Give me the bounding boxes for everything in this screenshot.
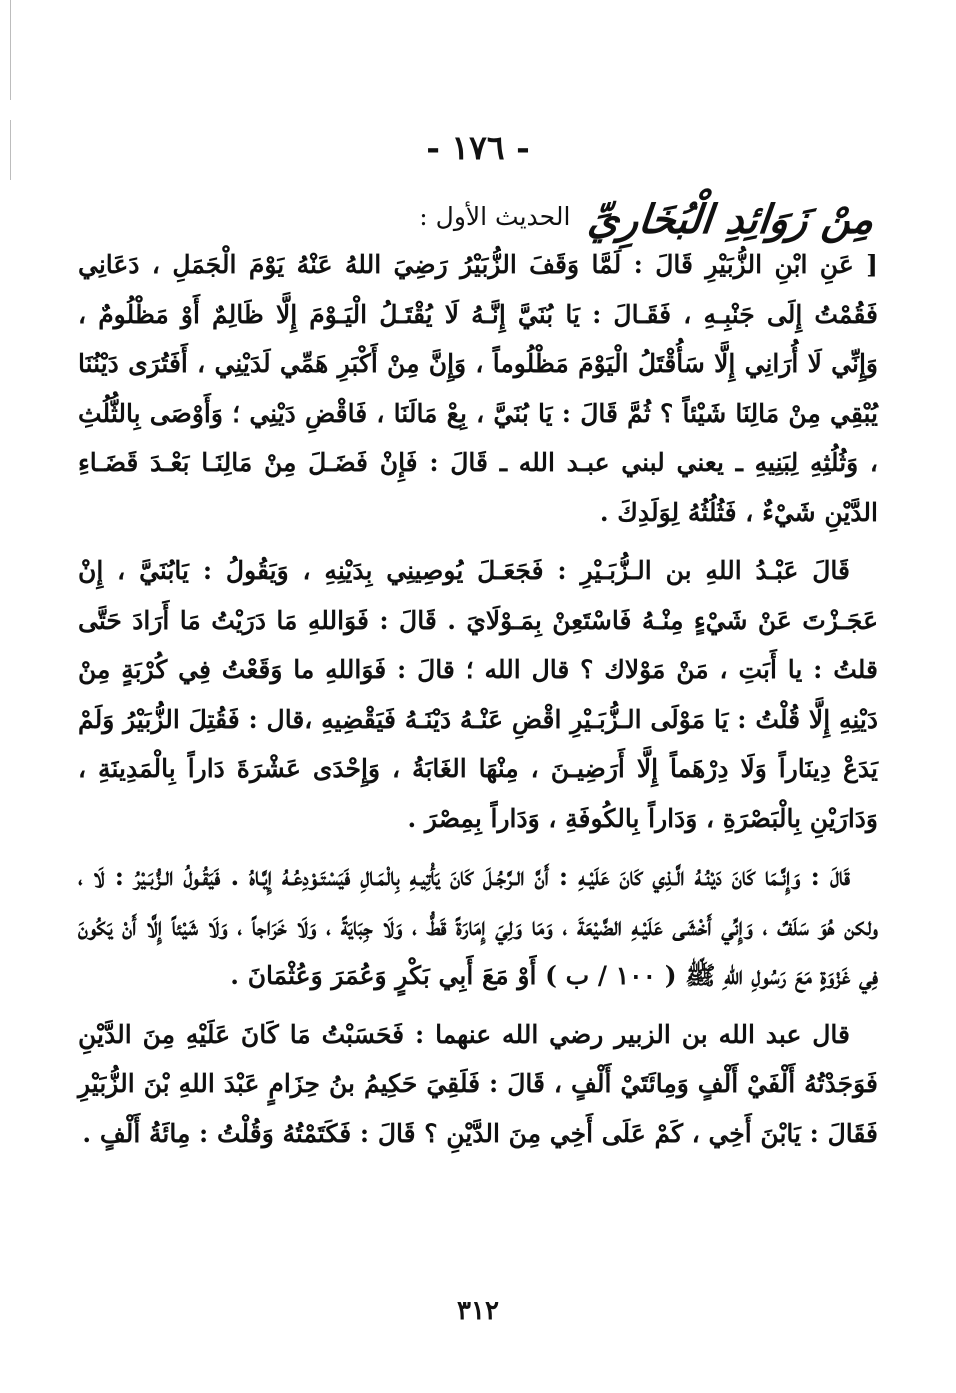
- paragraph-1: [ عَنِ ابْنِ الزُّبَيْرِ قَالَ : لَمَّا وَقَفَ الزُّبَيْرُ رَضِيَ اللهُ عَنْهُ يَوْمَ الْجَمَلِ ، دَعَانِي فَقُمْتُ إِلَى جَنْبِـهِ ، فَقَـالَ : يَا بُنَيَّ إِنَّـهُ لَا يُقْتَـلُ الْيَـوْمَ إِلَّا ظَالِمٌ أَوْ مَظْلُومٌ ، وَإِنِّي لَا أُرَانِي إِلَّا سَأُقْتَلُ الْيَوْمَ مَظْلُوماً ، وَإِنَّ مِنْ أَكْبَرِ هَمِّي لَدَيْنِي ، أَفَتُرَى دَيْنُنَا يُبْقِي مِنْ مَالِنَا شَيْئاً ؟ ثُمَّ قَالَ : يَا بُنَيَّ ، بِعْ مَالَنَا ، فَاقْضِ دَيْنِي ؛ وَأَوْصَى بِالثُّلُثِ ، وَثُلُثِهِ لِبَنِيهِ ـ يعني لبني عبـد الله ـ قَالَ : فَإِنْ فَضَـلَ مِنْ مَالِنَـا بَعْـدَ قَضَـاءِ الدَّيْنِ شَيْءٌ ، فَثُلُثُهُ لِوَلَدِكَ .: [78, 250, 878, 527]
- paragraph-4: قال عبد الله بن الزبير رضي الله عنهما : فَحَسَبْتُ مَا كَانَ عَلَيْهِ مِنَ الدَّيْنِ فَوَجَدْتُهُ أَلْفَيْ أَلْفٍ وَمِائَتَيْ أَلْفٍ ، قَالَ : فَلَقِيَ حَكِيمُ بنُ حِزَامٍ عَبْدَ اللهِ بْنَ الزُّبَيْرِ فَقَالَ : يَابْنَ أَخِي ، كَمْ عَلَى أَخِي مِنَ الدَّيْنِ ؟ قَالَ : فَكَتَمْتُهُ وَقُلْتُ : مِائَةُ أَلْفٍ .: [78, 1019, 878, 1148]
- paragraph-2: قَالَ عَبْـدُ اللهِ بن الـزُّبَـيْرِ : فَجَعَـلَ يُوصِينِي بِدَيْنِهِ ، وَيَقُولُ : يَابُنَيَّ ، إِنْ عَجَـزْتَ عَنْ شَيْءٍ مِنْـهُ فَاسْتَعِنْ بِمَـوْلَايَ . قَالَ : فَوَاللهِ مَا دَرَيْتُ مَا أَرَادَ حَتَّى قلتُ : يا أَبَتِ ، مَنْ مَوْلاك ؟ قال الله ؛ قالَ : فَوَاللهِ ما وَقَعْتُ فِي كُرْبَةٍ مِنْ دَيْنِهِ إِلَّا قُلْتُ : يَا مَوْلَى الـزُّبَـيْرِ اقْضِ عَنْـهُ دَيْنَـهُ فَيَقْضِيهِ ،قال : فَقُتِلَ الزُّبَيْرُ وَلَمْ يَدَعْ دِينَاراً وَلَا دِرْهَماً إِلَّا أَرَضِيـنَ ، مِنْهَا الغَابَةُ ، وَإِحْدَى عَشْرَةَ دَاراً بِالْمَدِينَةِ ، وَدَارَيْنِ بِالْبَصْرَةِ ، وَدَاراً بِالكُوفَةِ ، وَدَاراً بِمِصْرَ .: [78, 556, 878, 833]
- calligraphy-title: مِنْ زَوَائِدِ الْبُخَارِيِّ: [585, 196, 877, 243]
- paragraph-3: قَالَ : وَإِنَّـمَا كَانَ دَيْنُـهُ الَّـذِي كَانَ عَلَيْـهِ : أَنَّ الـرَّجُـلَ كَانَ يَأْتِيـهِ بِالْمَـالِ فَيَسْتَـوْدِعُـهُ إِيَّـاهُ . فَيَقُـولُ الـزُّبَـيْرُ : لَا ، ولكن هُوَ سَلَفٌ ، وَإِنِّي أَخْشَى عَلَيْـهِ الضَّيْعَةَ ، وَمَا وَلِيَ إِمَارَةً قَطُّ ، وَلَا جِبَايَةً ، وَلَا خَرَاجاً ، وَلَا شَيْئاً إِلَّا أَنْ يَكُونَ فِي غَزْوَةٍ مَعَ رَسُولِ اللهِ ﷺ ( ١٠٠ / ب ) أَوْ مَعَ أَبِي بَكْرٍ وَعُمَرَ وَعُثْمَانَ .: [78, 862, 878, 990]
- page-number-bottom: ٣١٢: [457, 1296, 499, 1326]
- body-text: [78, 240, 878, 1167]
- scan-edge-line: [10, 0, 11, 100]
- section-heading: الحديث الأول :: [419, 202, 571, 231]
- page-number-top: - ١٧٦ -: [426, 128, 530, 167]
- section-header: [84, 170, 877, 243]
